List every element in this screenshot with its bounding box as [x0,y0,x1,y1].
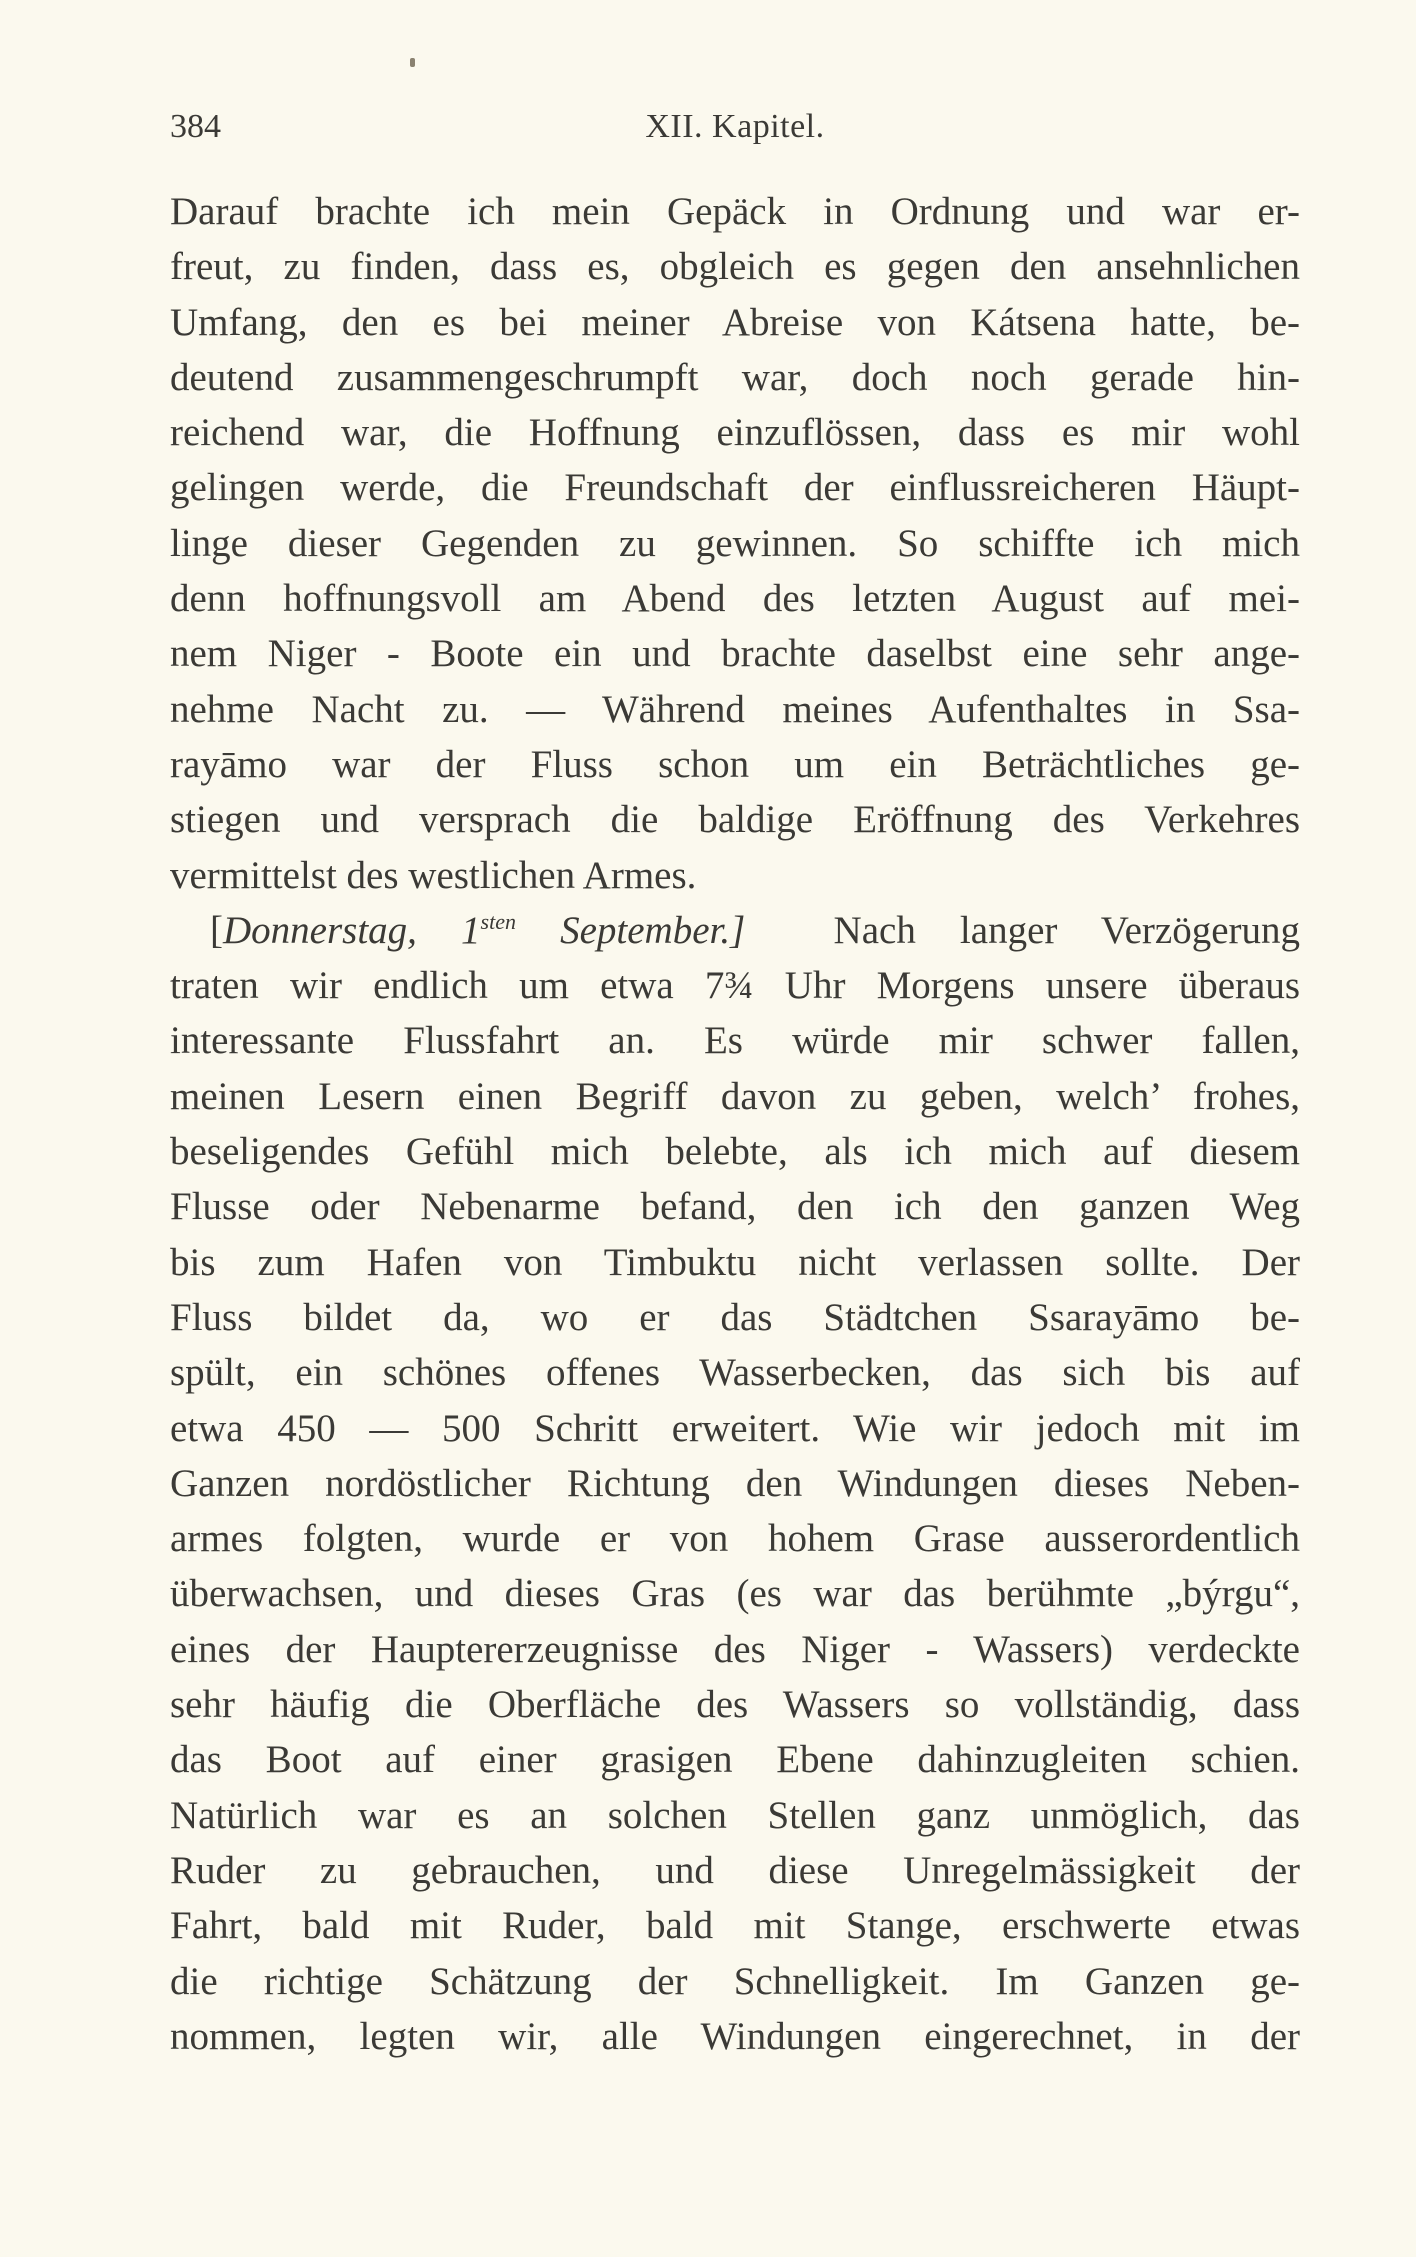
text-line: rayāmo war der Fluss schon um ein Beträchtliches ge- [170,742,1300,786]
page-number: 384 [170,108,221,145]
page-header [170,108,1300,158]
bracket-open: [ [210,908,223,952]
running-title: XII. Kapitel. [645,108,825,145]
text-line: gelingen werde, die Freundschaft der einflussreicheren Häupt- [170,466,1300,510]
text-line: Ganzen nordöstlicher Richtung den Windungen dieses Neben- [170,1461,1300,1505]
text-line: Darauf brachte ich mein Gepäck in Ordnung und war er- [170,190,1300,233]
text-line: Ruder zu gebrauchen, und diese Unregelmässigkeit der [170,1848,1300,1892]
text-line: spült, ein schönes offenes Wasserbecken, das sich bis auf [170,1351,1300,1395]
text-line: nem Niger - Boote ein und brachte daselbst eine sehr ange- [170,632,1300,676]
paragraph-2 [170,958,1300,2064]
text-line: Flusse oder Nebenarme befand, den ich den ganzen Weg [170,1185,1300,1229]
text-line: beseligendes Gefühl mich belebte, als ich mich auf diesem [170,1130,1300,1174]
text-line: Fahrt, bald mit Ruder, bald mit Stange, erschwerte etwas [170,1904,1300,1948]
text-line: Umfang, den es bei meiner Abreise von Kátsena hatte, be- [170,300,1300,344]
text-line: armes folgten, wurde er von hohem Grase ausserordentlich [170,1517,1300,1561]
text-line: das Boot auf einer grasigen Ebene dahinzugleiten schien. [170,1738,1300,1782]
text-line: deutend zusammengeschrumpft war, doch noch gerade hin- [170,355,1300,399]
month: September.] [560,908,746,952]
body-text [170,184,1300,2064]
text-line: überwachsen, und dieses Gras (es war das berühmte „býrgu“, [170,1572,1300,1616]
scan-speck [410,58,415,67]
dated-entry-line [170,903,1300,958]
text-line: etwa 450 — 500 Schritt erweitert. Wie wir jedoch mit im [170,1406,1300,1450]
paragraph-1 [170,184,1300,903]
text-line: Fluss bildet da, wo er das Städtchen Ssarayāmo be- [170,1295,1300,1339]
text-line: Natürlich war es an solchen Stellen ganz unmöglich, das [170,1793,1300,1837]
text-line: interessante Flussfahrt an. Es würde mir schwer fallen, [170,1019,1300,1063]
text-line: eines der Hauptererzeugnisse des Niger - Wassers) verdeckte [170,1627,1300,1671]
text-line: sehr häufig die Oberfläche des Wassers so vollständig, dass [170,1683,1300,1727]
text-line: bis zum Hafen von Timbuktu nicht verlassen sollte. Der [170,1240,1300,1284]
text-line: traten wir endlich um etwa 7¾ Uhr Morgens unsere überaus [170,964,1300,1008]
weekday: Donnerstag, [223,908,417,952]
text-line: nommen, legten wir, alle Windungen eingerechnet, in der [170,2014,1300,2058]
text-line: meinen Lesern einen Begriff davon zu geben, welch’ frohes, [170,1074,1300,1118]
text-line: linge dieser Gegenden zu gewinnen. So schiffte ich mich [170,521,1300,565]
text-line: denn hoffnungsvoll am Abend des letzten August auf mei- [170,577,1300,621]
text-line: reichend war, die Hoffnung einzuflössen, dass es mir wohl [170,411,1300,455]
text-line: vermittelst des westlichen Armes. [170,853,697,897]
day-number: $1^{sten}$ [461,908,516,952]
text-line: die richtige Schätzung der Schnelligkeit. Im Ganzen ge- [170,1959,1300,2003]
text-line: stiegen und versprach die baldige Eröffnung des Verkehres [170,798,1300,842]
text-line: nehme Nacht zu. — Während meines Aufenthaltes in Ssa- [170,687,1300,731]
line-text: Nach langer Verzögerung [833,908,1301,952]
text-line: freut, zu finden, dass es, obgleich es gegen den ansehnlichen [170,245,1300,289]
